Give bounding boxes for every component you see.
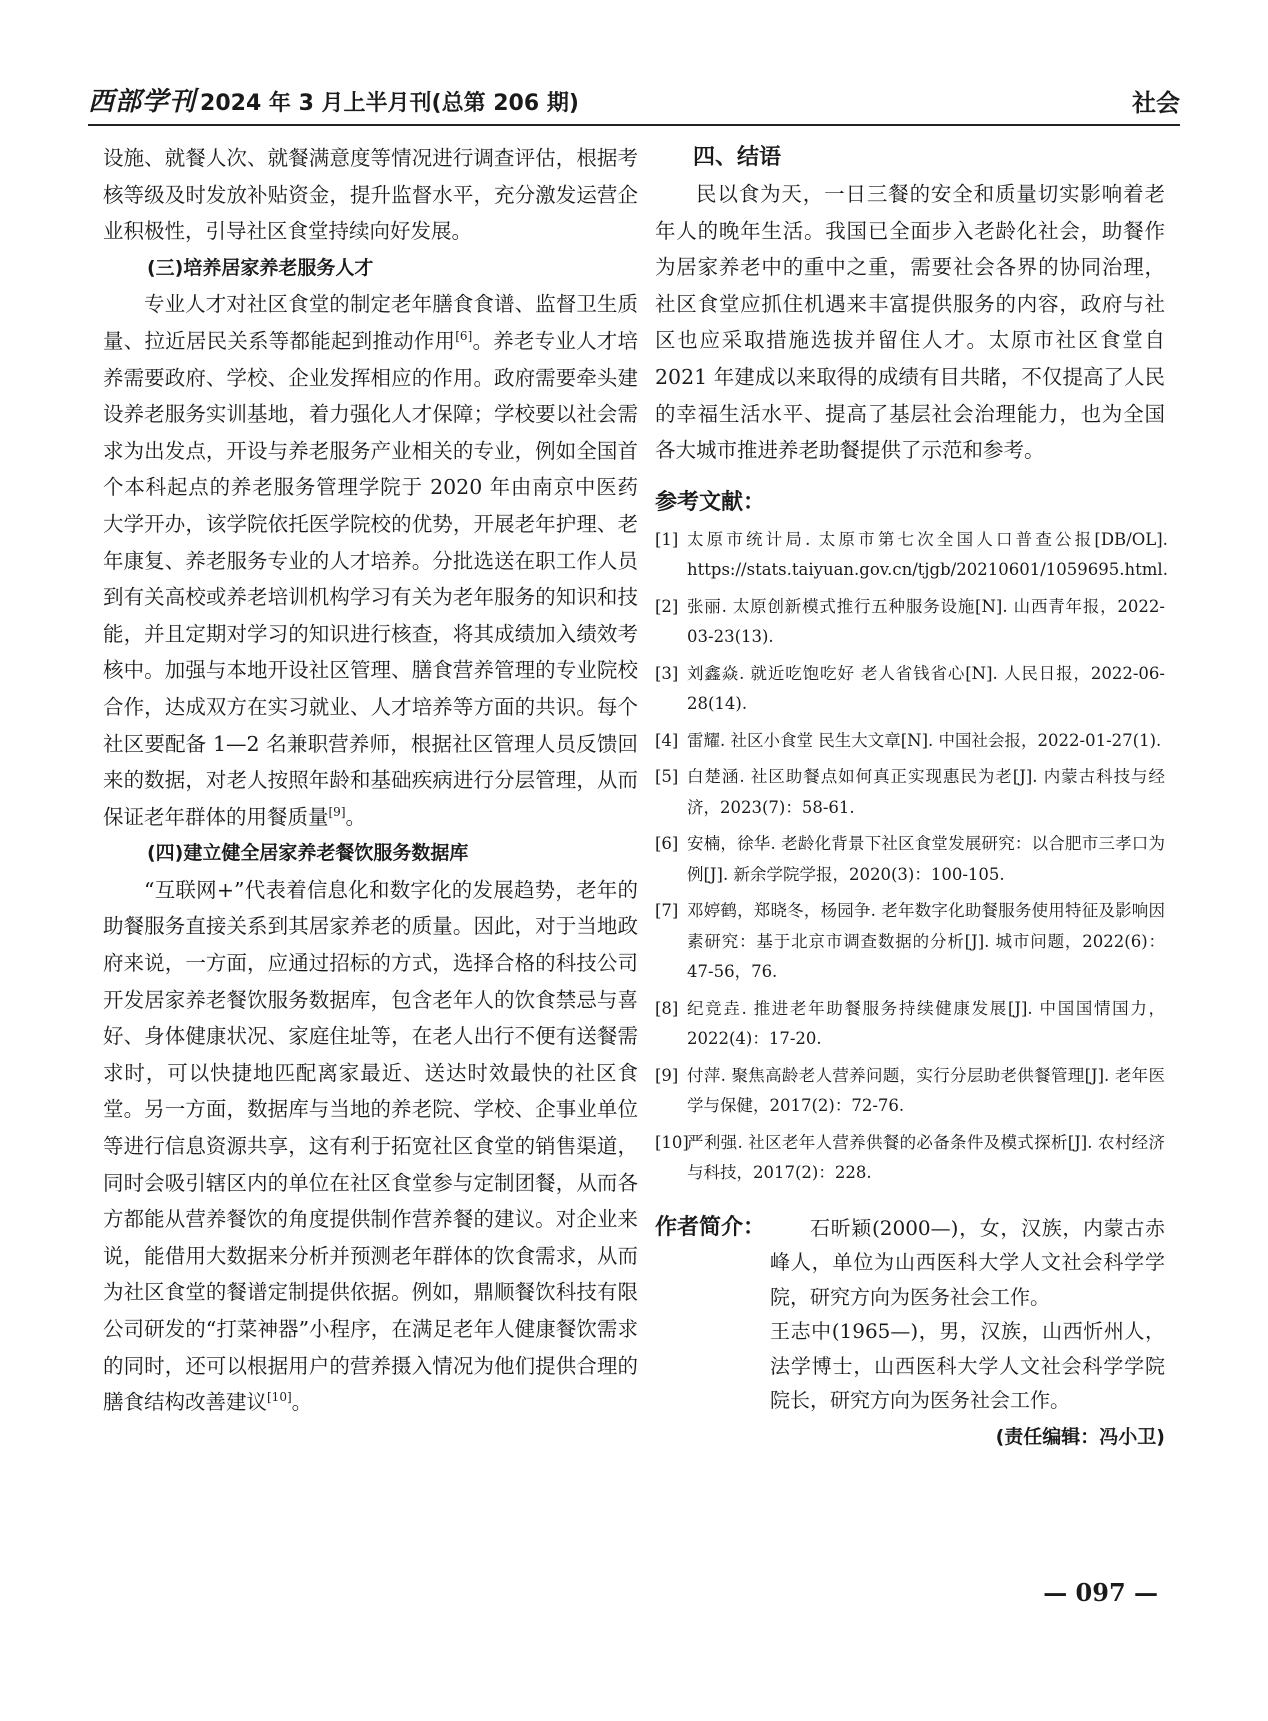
issue-info: 2024 年 3 月上半月刊(总第 206 期) <box>200 91 579 116</box>
citation: [6] <box>455 329 473 344</box>
subsection-title: (三)培养居家养老服务人才 <box>147 256 374 279</box>
conclusion-heading: 四、结语 <box>693 145 782 170</box>
author-bio <box>655 1211 1165 1455</box>
reference-number: [2] <box>655 596 679 616</box>
reference-text: 严利强. 社区老年人营养供餐的必备条件及模式探析[J]. 农村经济与科技，2017(2)：228. <box>687 1132 1165 1183</box>
subsection-title: (四)建立健全居家养老餐饮服务数据库 <box>147 842 469 865</box>
paragraph <box>103 286 638 835</box>
citation: [10] <box>267 1390 292 1405</box>
section-name: 社会 <box>1132 89 1180 117</box>
reference-text: 付萍. 聚焦高龄老人营养问题，实行分层助老供餐管理[J]. 老年医学与保健，2017(2)：72-76. <box>687 1065 1165 1116</box>
responsible-editor: (责任编辑：冯小卫) <box>995 1425 1165 1448</box>
reference-number: [6] <box>655 834 679 854</box>
paragraph-text: 。 <box>345 804 366 829</box>
reference-item <box>655 525 1168 586</box>
reference-text: 白楚涵. 社区助餐点如何真正实现惠民为老[J]. 内蒙古科技与经济，2023(7)：58-61. <box>687 767 1165 817</box>
page-number: — 097 — <box>1043 1578 1158 1607</box>
paragraph-text: 。 <box>291 1390 313 1415</box>
journal-logo: 西部学刊 <box>88 87 197 117</box>
reference-item <box>655 659 1165 720</box>
paragraph: 设施、就餐人次、就餐满意度等情况进行调查评估，根据考核等级及时发放补贴资金，提升监督水平，充分激发运营企业积极性，引导社区食堂持续向好发展。 <box>103 146 638 244</box>
citation: [9] <box>328 804 346 819</box>
running-header <box>88 82 1180 126</box>
reference-list <box>655 525 1168 1189</box>
reference-text: 雷耀. 社区小食堂 民生大文章[N]. 中国社会报，2022-01-27(1). <box>687 730 1162 750</box>
reference-number: [10] <box>655 1132 689 1152</box>
conclusion-paragraph: 民以食为天，一日三餐的安全和质量切实影响着老年人的晚年生活。我国已全面步入老龄化社会，助餐作为居家养老中的重中之重，需要社会各界的协同治理，社区食堂应抓住机遇来丰富提供服务的内容，政府与社区也应采取措施选拔并留住人才。太原市社区食堂自 2021 年建成以来取得的成绩有目共睹，不仅提高了人民的幸福生活水平、提高了基层社会治理能力，也为全国各大城市推进养老助餐提供了示范和参考。 <box>655 182 1165 463</box>
reference-text: 安楠，徐华. 老龄化背景下社区食堂发展研究：以合肥市三孝口为例[J]. 新余学院学报，2020(3)：100-105. <box>687 834 1165 884</box>
reference-item <box>655 1128 1165 1189</box>
right-column <box>655 140 1168 1454</box>
reference-text: 太原市统计局. 太原市第七次全国人口普查公报[DB/OL]. https://stats.taiyuan.gov.cn/tjgb/20210601/1059695.html. <box>687 529 1168 580</box>
reference-number: [7] <box>655 901 679 921</box>
reference-item <box>655 592 1165 653</box>
author-bio-1: 石昕颖(2000—)，女，汉族，内蒙古赤峰人，单位为山西医科大学人文社会科学学院，研究方向为医务社会工作。 <box>770 1215 1165 1309</box>
paragraph-text: “互联网+”代表着信息化和数字化的发展趋势，老年的助餐服务直接关系到其居家养老的质量。因此，对于当地政府来说，一方面，应通过招标的方式，选择合格的科技公司开发居家养老餐饮服务数据库，包含老年人的饮食禁忌与喜好、身体健康状况、家庭住址等，在老人出行不便有送餐需求时，可以快捷地匹配离家最近、送达时效最快的社区食堂。另一方面，数据库与当地的养老院、学校、企事业单位等进行信息资源共享，这有利于拓宽社区食堂的销售渠道，同时会吸引辖区内的单位在社区食堂参与定制团餐，从而各方都能从营养餐饮的角度提供制作营养餐的建议。对企业来说，能借用大数据来分析并预测老年群体的饮食需求，从而为社区食堂的餐谱定制提供依据。例如，鼎顺餐饮科技有限公司研发的“打菜神器”小程序，在满足老年人健康餐饮需求的同时，还可以根据用户的营养摄入情况为他们提供合理的膳食结构改善建议 <box>103 877 638 1415</box>
author-bio-2: 王志中(1965—)，男，汉族，山西忻州人，法学博士，山西医科大学人文社会科学学院院长，研究方向为医务社会工作。 <box>770 1319 1165 1413</box>
reference-number: [1] <box>655 529 679 549</box>
reference-item <box>655 762 1165 823</box>
reference-item <box>655 726 1165 757</box>
reference-text: 纪竞垚. 推进老年助餐服务持续健康发展[J]. 中国国情国力，2022(4)：17-20. <box>687 998 1165 1049</box>
author-bio-label: 作者简介： <box>655 1214 766 1240</box>
paragraph <box>103 872 638 1421</box>
reference-text: 刘鑫焱. 就近吃饱吃好 老人省钱省心[N]. 人民日报，2022-06-28(14). <box>687 663 1165 714</box>
header-left <box>88 81 579 118</box>
reference-item <box>655 994 1165 1055</box>
reference-item <box>655 1061 1165 1122</box>
reference-text: 张丽. 太原创新模式推行五种服务设施[N]. 山西青年报，2022-03-23(13). <box>687 596 1165 647</box>
reference-item <box>655 896 1165 988</box>
left-column <box>103 140 638 1421</box>
references-heading: 参考文献： <box>655 489 766 515</box>
reference-number: [8] <box>655 998 679 1018</box>
paragraph-text: 。养老专业人才培养需要政府、学校、企业发挥相应的作用。政府需要牵头建设养老服务实训基地，着力强化人才保障；学校要以社会需求为出发点，开设与养老服务产业相关的专业，例如全国首个本科起点的养老服务管理学院于 2020 年由南京中医药大学开办，该学院依托医学院校的优势，开展老年护理、老年康复、养老服务专业的人才培养。分批选送在职工作人员到有关高校或养老培训机构学习有关为老年服务的知识和技能，并且定期对学习的知识进行核查，将其成绩加入绩效考核中。加强与本地开设社区管理、膳食营养管理的专业院校合作，达成双方在实习就业、人才培养等方面的共识。每个社区要配备 1—2 名兼职营养师，根据社区管理人员反馈回来的数据，对老人按照年龄和基础疾病进行分层管理，从而保证老年群体的用餐质量 <box>103 328 639 829</box>
reference-number: [3] <box>655 663 679 683</box>
reference-number: [5] <box>655 767 679 787</box>
reference-number: [9] <box>655 1065 679 1085</box>
author-bio-body <box>770 1211 1165 1455</box>
paragraph-text: 专业人才对社区食堂的制定老年膳食食谱、监督卫生质量、拉近居民关系等都能起到推动作用 <box>103 292 638 353</box>
reference-text: 邓婷鹤，郑晓冬，杨园争. 老年数字化助餐服务使用特征及影响因素研究：基于北京市调查数据的分析[J]. 城市问题，2022(6)：47-56，76. <box>687 901 1165 982</box>
reference-number: [4] <box>655 730 679 750</box>
reference-item <box>655 829 1165 890</box>
